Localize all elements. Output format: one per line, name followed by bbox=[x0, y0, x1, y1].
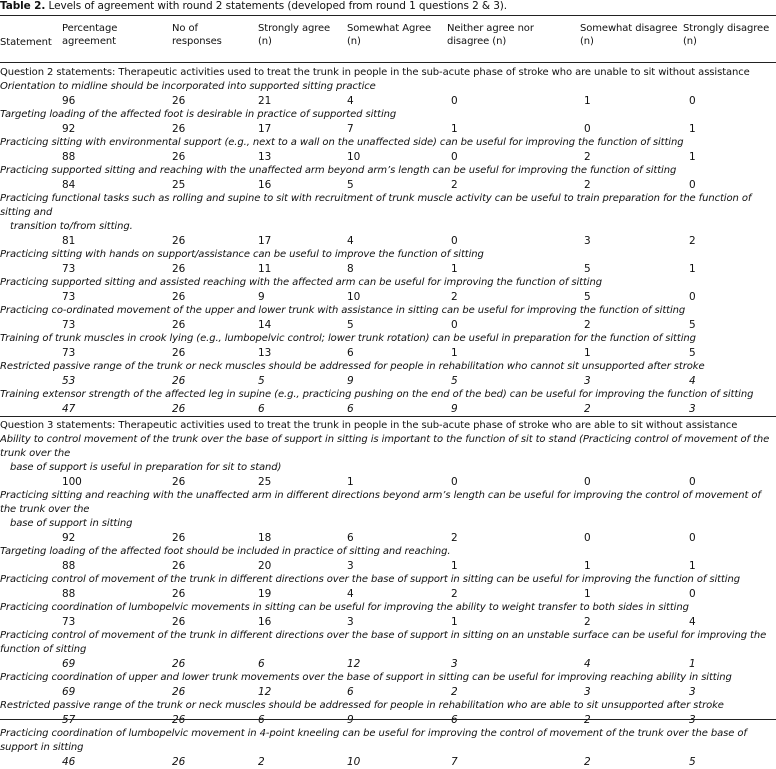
values-row bbox=[0, 657, 776, 671]
statement-text bbox=[0, 433, 776, 475]
values-row bbox=[0, 559, 776, 573]
header-statement: Statement bbox=[0, 37, 52, 48]
neither-cell: 1 bbox=[451, 347, 458, 359]
percentage-cell: 84 bbox=[62, 179, 76, 191]
top-rule bbox=[0, 15, 776, 16]
strongly-agree-cell: 6 bbox=[258, 658, 265, 670]
statement-row bbox=[0, 573, 776, 587]
statement-line: Practicing control of movement of the trunk in different directions over the base of support in sitting on an unstable surface can be useful for improving the function of sitting bbox=[0, 630, 767, 655]
somewhat-agree-cell: 10 bbox=[347, 151, 361, 163]
header-percentage-agreement: Percentage agreement bbox=[62, 23, 118, 47]
neither-cell: 2 bbox=[451, 291, 458, 303]
somewhat-disagree-cell: 1 bbox=[584, 347, 591, 359]
statement-spacer-cell bbox=[0, 685, 62, 699]
strongly-agree-cell: 16 bbox=[258, 179, 272, 191]
neither-cell: 2 bbox=[451, 588, 458, 600]
agreement-table bbox=[0, 64, 776, 769]
strongly-agree-cell: 18 bbox=[258, 532, 272, 544]
somewhat-disagree-cell: 1 bbox=[584, 560, 591, 572]
statement-line: Targeting loading of the affected foot should be included in practice of sitting and reaching. bbox=[0, 546, 451, 557]
responses-cell: 26 bbox=[172, 375, 186, 387]
header-strongly-agree: Strongly agree (n) bbox=[258, 23, 331, 47]
strongly-disagree-cell: 3 bbox=[689, 714, 696, 726]
strongly-disagree-cell: 4 bbox=[689, 616, 696, 628]
strongly-agree-cell: 17 bbox=[258, 123, 272, 135]
somewhat-disagree-cell: 5 bbox=[584, 263, 591, 275]
percentage-cell: 92 bbox=[62, 532, 76, 544]
values-row bbox=[0, 685, 776, 699]
statement-line: Practicing coordination of lumbopelvic movements in sitting can be useful for improving the ability to weight transfer to both sides in sitting bbox=[0, 602, 689, 613]
strongly-disagree-cell: 1 bbox=[689, 560, 696, 572]
strongly-agree-cell: 9 bbox=[258, 291, 265, 303]
statement-text bbox=[0, 332, 776, 346]
responses-cell: 26 bbox=[172, 588, 186, 600]
statement-row bbox=[0, 108, 776, 122]
statement-text bbox=[0, 727, 776, 755]
statement-text bbox=[0, 276, 776, 290]
somewhat-disagree-cell: 0 bbox=[584, 532, 591, 544]
statement-spacer-cell bbox=[0, 346, 62, 360]
table-caption bbox=[0, 0, 507, 13]
statement-spacer-cell bbox=[0, 290, 62, 304]
statement-row bbox=[0, 727, 776, 755]
statement-text bbox=[0, 601, 776, 615]
values-row bbox=[0, 94, 776, 108]
percentage-cell: 47 bbox=[62, 403, 76, 415]
responses-cell: 26 bbox=[172, 532, 186, 544]
somewhat-disagree-cell: 2 bbox=[584, 714, 591, 726]
strongly-disagree-cell: 0 bbox=[689, 532, 696, 544]
percentage-cell: 88 bbox=[62, 151, 76, 163]
statement-row bbox=[0, 248, 776, 262]
strongly-agree-cell: 19 bbox=[258, 588, 272, 600]
strongly-disagree-cell: 2 bbox=[689, 235, 696, 247]
percentage-cell: 73 bbox=[62, 319, 76, 331]
responses-cell: 26 bbox=[172, 291, 186, 303]
strongly-agree-cell: 13 bbox=[258, 347, 272, 359]
statement-spacer-cell bbox=[0, 755, 62, 769]
statement-spacer-cell bbox=[0, 587, 62, 601]
percentage-cell: 73 bbox=[62, 291, 76, 303]
percentage-cell: 73 bbox=[62, 347, 76, 359]
statement-spacer-cell bbox=[0, 150, 62, 164]
strongly-agree-cell: 20 bbox=[258, 560, 272, 572]
percentage-cell: 57 bbox=[62, 714, 76, 726]
strongly-disagree-cell: 5 bbox=[689, 347, 696, 359]
values-row bbox=[0, 178, 776, 192]
statement-continuation: base of support is useful in preparation for sit to stand) bbox=[10, 462, 282, 473]
statement-spacer-cell bbox=[0, 318, 62, 332]
somewhat-agree-cell: 4 bbox=[347, 588, 354, 600]
bottom-rule bbox=[0, 719, 776, 720]
header-rule bbox=[0, 62, 776, 63]
neither-cell: 0 bbox=[451, 235, 458, 247]
somewhat-disagree-cell: 2 bbox=[584, 151, 591, 163]
somewhat-agree-cell: 9 bbox=[347, 714, 354, 726]
statement-text bbox=[0, 388, 776, 402]
group-header-row bbox=[0, 417, 776, 434]
strongly-agree-cell: 12 bbox=[258, 686, 272, 698]
strongly-agree-cell: 11 bbox=[258, 263, 272, 275]
caption-text: Levels of agreement with round 2 statements (developed from round 1 questions 2 & 3). bbox=[48, 0, 508, 12]
caption-label: Table 2. bbox=[0, 0, 46, 12]
statement-spacer-cell bbox=[0, 531, 62, 545]
statement-row bbox=[0, 629, 776, 657]
percentage-cell: 53 bbox=[62, 375, 76, 387]
strongly-disagree-cell: 1 bbox=[689, 263, 696, 275]
somewhat-agree-cell: 5 bbox=[347, 179, 354, 191]
percentage-cell: 73 bbox=[62, 263, 76, 275]
statement-row bbox=[0, 332, 776, 346]
values-row bbox=[0, 234, 776, 248]
statement-row bbox=[0, 433, 776, 475]
somewhat-agree-cell: 7 bbox=[347, 123, 354, 135]
neither-cell: 7 bbox=[451, 756, 458, 768]
statement-spacer-cell bbox=[0, 374, 62, 388]
strongly-disagree-cell: 1 bbox=[689, 151, 696, 163]
neither-cell: 0 bbox=[451, 95, 458, 107]
responses-cell: 26 bbox=[172, 235, 186, 247]
statement-line: Practicing sitting and reaching with the unaffected arm in different directions beyond arm’s length can be useful for improving the control of movement of the trunk over the bbox=[0, 490, 761, 515]
responses-cell: 26 bbox=[172, 714, 186, 726]
strongly-agree-cell: 21 bbox=[258, 95, 272, 107]
statement-line: Restricted passive range of the trunk or neck muscles should be addressed for people in rehabilitation who are able to sit unsupported after stroke bbox=[0, 700, 724, 711]
statement-row bbox=[0, 671, 776, 685]
responses-cell: 26 bbox=[172, 263, 186, 275]
responses-cell: 26 bbox=[172, 560, 186, 572]
neither-cell: 0 bbox=[451, 151, 458, 163]
header-somewhat-disagree: Somewhat disagree (n) bbox=[580, 23, 678, 47]
values-row bbox=[0, 318, 776, 332]
responses-cell: 26 bbox=[172, 95, 186, 107]
strongly-disagree-cell: 1 bbox=[689, 658, 696, 670]
strongly-disagree-cell: 1 bbox=[689, 123, 696, 135]
percentage-cell: 46 bbox=[62, 756, 76, 768]
group-header-row bbox=[0, 64, 776, 80]
strongly-disagree-cell: 0 bbox=[689, 95, 696, 107]
values-row bbox=[0, 615, 776, 629]
percentage-cell: 88 bbox=[62, 560, 76, 572]
statement-line: Training of trunk muscles in crook lying (e.g., lumbopelvic control; lower trunk rotation) can be useful in preparation for the function of sitting bbox=[0, 333, 696, 344]
strongly-agree-cell: 17 bbox=[258, 235, 272, 247]
values-row bbox=[0, 290, 776, 304]
strongly-agree-cell: 6 bbox=[258, 403, 265, 415]
values-row bbox=[0, 755, 776, 769]
neither-cell: 2 bbox=[451, 179, 458, 191]
statement-row bbox=[0, 388, 776, 402]
neither-cell: 1 bbox=[451, 123, 458, 135]
statement-text bbox=[0, 629, 776, 657]
somewhat-disagree-cell: 0 bbox=[584, 476, 591, 488]
statement-spacer-cell bbox=[0, 234, 62, 248]
somewhat-agree-cell: 6 bbox=[347, 403, 354, 415]
header-somewhat-agree: Somewhat Agree (n) bbox=[347, 23, 432, 47]
responses-cell: 26 bbox=[172, 403, 186, 415]
statement-spacer-cell bbox=[0, 94, 62, 108]
strongly-agree-cell: 13 bbox=[258, 151, 272, 163]
statement-continuation: transition to/from sitting. bbox=[10, 221, 133, 232]
somewhat-agree-cell: 5 bbox=[347, 319, 354, 331]
strongly-disagree-cell: 3 bbox=[689, 686, 696, 698]
somewhat-agree-cell: 3 bbox=[347, 616, 354, 628]
strongly-disagree-cell: 0 bbox=[689, 476, 696, 488]
strongly-disagree-cell: 3 bbox=[689, 403, 696, 415]
header-strongly-disagree: Strongly disagree (n) bbox=[683, 23, 770, 47]
header-no-of-responses: No of responses bbox=[172, 23, 222, 47]
neither-cell: 1 bbox=[451, 616, 458, 628]
somewhat-disagree-cell: 2 bbox=[584, 179, 591, 191]
somewhat-agree-cell: 4 bbox=[347, 95, 354, 107]
statement-line: Restricted passive range of the trunk or neck muscles should be addressed for people in rehabilitation who cannot sit unsupported after stroke bbox=[0, 361, 705, 372]
strongly-disagree-cell: 5 bbox=[689, 756, 696, 768]
neither-cell: 0 bbox=[451, 476, 458, 488]
somewhat-disagree-cell: 2 bbox=[584, 616, 591, 628]
somewhat-disagree-cell: 2 bbox=[584, 403, 591, 415]
statement-text bbox=[0, 671, 776, 685]
statement-line: Practicing supported sitting and reaching with the unaffected arm beyond arm’s length can be useful for improving the function of sitting bbox=[0, 165, 677, 176]
responses-cell: 26 bbox=[172, 616, 186, 628]
somewhat-agree-cell: 10 bbox=[347, 291, 361, 303]
somewhat-disagree-cell: 3 bbox=[584, 375, 591, 387]
responses-cell: 26 bbox=[172, 756, 186, 768]
somewhat-disagree-cell: 5 bbox=[584, 291, 591, 303]
statement-text bbox=[0, 489, 776, 531]
neither-cell: 3 bbox=[451, 658, 458, 670]
statement-line: Training extensor strength of the affected leg in supine (e.g., practicing pushing on the end of the bed) can be useful for improving the function of sitting bbox=[0, 389, 754, 400]
statement-text bbox=[0, 699, 776, 713]
values-row bbox=[0, 122, 776, 136]
statement-spacer-cell bbox=[0, 122, 62, 136]
neither-cell: 1 bbox=[451, 263, 458, 275]
somewhat-disagree-cell: 3 bbox=[584, 235, 591, 247]
somewhat-agree-cell: 6 bbox=[347, 686, 354, 698]
statement-text bbox=[0, 108, 776, 122]
statement-row bbox=[0, 80, 776, 94]
somewhat-disagree-cell: 1 bbox=[584, 95, 591, 107]
statement-spacer-cell bbox=[0, 657, 62, 671]
group-title: Question 3 statements: Therapeutic activities used to treat the trunk in people in the sub-acute phase of stroke who are able to sit without assistance bbox=[0, 417, 776, 434]
statement-spacer-cell bbox=[0, 559, 62, 573]
statement-row bbox=[0, 304, 776, 318]
somewhat-agree-cell: 9 bbox=[347, 375, 354, 387]
responses-cell: 26 bbox=[172, 123, 186, 135]
statement-row bbox=[0, 136, 776, 150]
percentage-cell: 69 bbox=[62, 658, 76, 670]
responses-cell: 26 bbox=[172, 347, 186, 359]
somewhat-agree-cell: 12 bbox=[347, 658, 361, 670]
somewhat-disagree-cell: 3 bbox=[584, 686, 591, 698]
somewhat-disagree-cell: 2 bbox=[584, 756, 591, 768]
percentage-cell: 69 bbox=[62, 686, 76, 698]
somewhat-agree-cell: 6 bbox=[347, 347, 354, 359]
somewhat-agree-cell: 8 bbox=[347, 263, 354, 275]
responses-cell: 26 bbox=[172, 151, 186, 163]
statement-spacer-cell bbox=[0, 475, 62, 489]
statement-continuation: base of support in sitting bbox=[10, 518, 133, 529]
statement-spacer-cell bbox=[0, 178, 62, 192]
values-row bbox=[0, 475, 776, 489]
responses-cell: 26 bbox=[172, 476, 186, 488]
statement-line: Practicing sitting with environmental support (e.g., next to a wall on the unaffected side) can be useful for improving the function of sitting bbox=[0, 137, 684, 148]
statement-text bbox=[0, 573, 776, 587]
statement-row bbox=[0, 360, 776, 374]
values-row bbox=[0, 262, 776, 276]
values-row bbox=[0, 346, 776, 360]
strongly-agree-cell: 14 bbox=[258, 319, 272, 331]
values-row bbox=[0, 531, 776, 545]
statement-line: Practicing coordination of lumbopelvic movement in 4-point kneeling can be useful for improving the control of movement of the trunk over the base of support in sitting bbox=[0, 728, 747, 753]
group-title: Question 2 statements: Therapeutic activities used to treat the trunk in people in the sub-acute phase of stroke who are unable to sit without assistance bbox=[0, 67, 750, 78]
statement-text bbox=[0, 80, 776, 94]
values-row bbox=[0, 587, 776, 601]
statement-spacer-cell bbox=[0, 402, 62, 417]
statement-line: Orientation to midline should be incorporated into supported sitting practice bbox=[0, 81, 376, 92]
table-body bbox=[0, 64, 776, 769]
statement-text bbox=[0, 304, 776, 318]
statement-text bbox=[0, 164, 776, 178]
somewhat-agree-cell: 4 bbox=[347, 235, 354, 247]
statement-row bbox=[0, 489, 776, 531]
percentage-cell: 73 bbox=[62, 616, 76, 628]
somewhat-agree-cell: 6 bbox=[347, 532, 354, 544]
header-neither: Neither agree nor disagree (n) bbox=[447, 23, 534, 47]
responses-cell: 26 bbox=[172, 658, 186, 670]
somewhat-disagree-cell: 1 bbox=[584, 588, 591, 600]
statement-line: Practicing sitting with hands on support/assistance can be useful to improve the function of sitting bbox=[0, 249, 484, 260]
statement-line: Practicing control of movement of the trunk in different directions over the base of support in sitting can be useful for improving the function of sitting bbox=[0, 574, 740, 585]
statement-line: Practicing functional tasks such as rolling and supine to sit with recruitment of trunk muscle activity can be useful to train preparation for the function of sitting and bbox=[0, 193, 752, 218]
strongly-agree-cell: 2 bbox=[258, 756, 265, 768]
statement-row bbox=[0, 276, 776, 290]
strongly-disagree-cell: 5 bbox=[689, 319, 696, 331]
neither-cell: 1 bbox=[451, 560, 458, 572]
neither-cell: 5 bbox=[451, 375, 458, 387]
statement-text bbox=[0, 136, 776, 150]
values-row bbox=[0, 402, 776, 417]
statement-line: Targeting loading of the affected foot is desirable in practice of supported sitting bbox=[0, 109, 397, 120]
statement-line: Practicing supported sitting and assisted reaching with the affected arm can be useful for improving the function of sitting bbox=[0, 277, 602, 288]
percentage-cell: 81 bbox=[62, 235, 76, 247]
statement-spacer-cell bbox=[0, 262, 62, 276]
neither-cell: 6 bbox=[451, 714, 458, 726]
statement-text bbox=[0, 192, 776, 234]
strongly-disagree-cell: 0 bbox=[689, 291, 696, 303]
statement-row bbox=[0, 545, 776, 559]
somewhat-disagree-cell: 4 bbox=[584, 658, 591, 670]
somewhat-agree-cell: 3 bbox=[347, 560, 354, 572]
statement-spacer-cell bbox=[0, 615, 62, 629]
strongly-disagree-cell: 0 bbox=[689, 588, 696, 600]
strongly-agree-cell: 16 bbox=[258, 616, 272, 628]
neither-cell: 2 bbox=[451, 532, 458, 544]
somewhat-agree-cell: 10 bbox=[347, 756, 361, 768]
percentage-cell: 88 bbox=[62, 588, 76, 600]
values-row bbox=[0, 150, 776, 164]
responses-cell: 26 bbox=[172, 319, 186, 331]
statement-row bbox=[0, 699, 776, 713]
statement-text bbox=[0, 360, 776, 374]
responses-cell: 25 bbox=[172, 179, 186, 191]
somewhat-disagree-cell: 0 bbox=[584, 123, 591, 135]
values-row bbox=[0, 374, 776, 388]
strongly-agree-cell: 5 bbox=[258, 375, 265, 387]
percentage-cell: 100 bbox=[62, 476, 82, 488]
somewhat-disagree-cell: 2 bbox=[584, 319, 591, 331]
percentage-cell: 92 bbox=[62, 123, 76, 135]
strongly-disagree-cell: 0 bbox=[689, 179, 696, 191]
neither-cell: 2 bbox=[451, 686, 458, 698]
strongly-disagree-cell: 4 bbox=[689, 375, 696, 387]
statement-line: Ability to control movement of the trunk over the base of support in sitting is important to the function of sit to stand (Practicing control of movement of the trunk over the bbox=[0, 434, 770, 459]
neither-cell: 9 bbox=[451, 403, 458, 415]
somewhat-agree-cell: 1 bbox=[347, 476, 354, 488]
statement-line: Practicing coordination of upper and lower trunk movements over the base of support in sitting can be useful for improving reaching ability in sitting bbox=[0, 672, 732, 683]
statement-row bbox=[0, 192, 776, 234]
statement-row bbox=[0, 601, 776, 615]
statement-text bbox=[0, 545, 776, 559]
percentage-cell: 96 bbox=[62, 95, 76, 107]
statement-row bbox=[0, 164, 776, 178]
statement-text bbox=[0, 248, 776, 262]
strongly-agree-cell: 6 bbox=[258, 714, 265, 726]
strongly-agree-cell: 25 bbox=[258, 476, 272, 488]
statement-line: Practicing co-ordinated movement of the upper and lower trunk with assistance in sitting can be useful for improving the function of sitting bbox=[0, 305, 686, 316]
responses-cell: 26 bbox=[172, 686, 186, 698]
neither-cell: 0 bbox=[451, 319, 458, 331]
